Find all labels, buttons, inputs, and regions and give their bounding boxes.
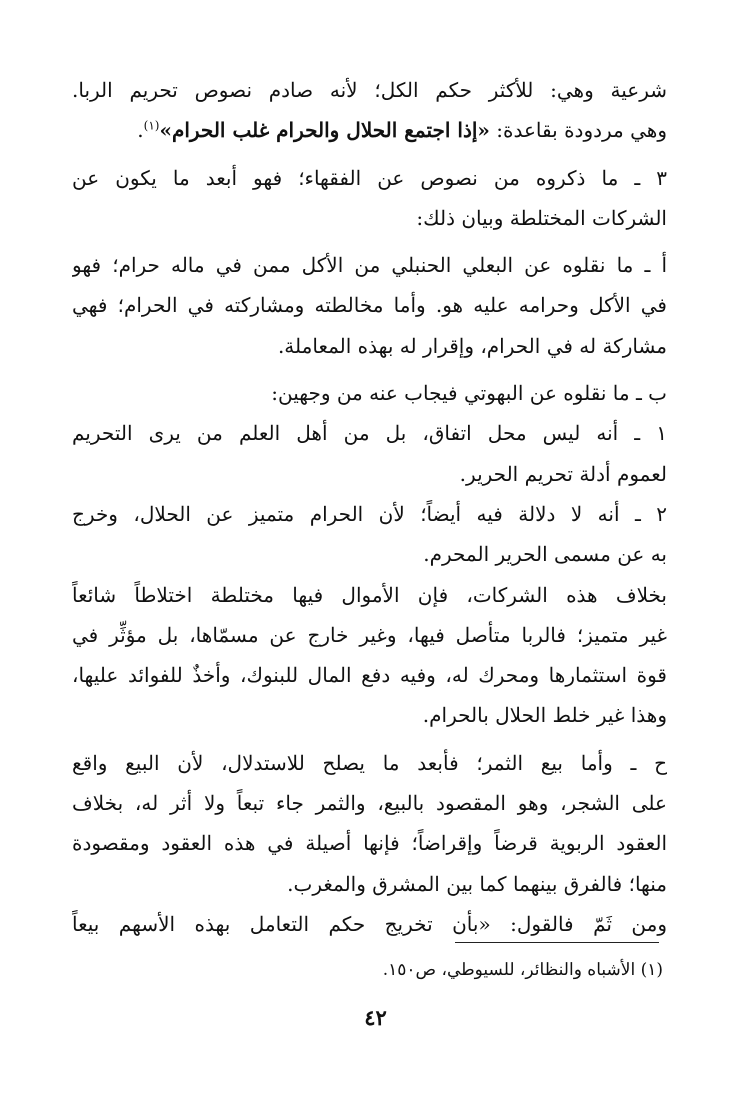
text-line: لعموم أدلة تحريم الحرير.: [459, 461, 667, 486]
text-line: ٣ ـ ما ذكروه من نصوص عن الفقهاء؛ فهو أبعد ما يكون عن: [72, 165, 667, 190]
text-line: على الشجر، وهو المقصود بالبيع، والثمر جاء تبعاً ولا أثر له، بخلاف: [72, 791, 667, 816]
text-line: ١ ـ أنه ليس محل اتفاق، بل من أهل العلم من يرى التحريم: [72, 421, 667, 446]
text-fragment: وهي مردودة بقاعدة:: [489, 118, 667, 143]
text-fragment: .: [137, 118, 144, 143]
text-line: ح ـ وأما بيع الثمر؛ فأبعد ما يصلح للاستدلال، لأن البيع واقع: [72, 750, 667, 775]
text-line: ومن ثَمّ فالقول: «بأن تخريج حكم التعامل بهذه الأسهم بيعاً: [72, 911, 667, 936]
text-line: بخلاف هذه الشركات، فإن الأموال فيها مختلطة اختلاطاً شائعاً: [72, 582, 667, 607]
text-line: في الأكل وحرامه عليه هو. وأما مخالطته ومشاركته في الحرام؛ فهي: [72, 293, 667, 318]
page-number: ٤٢: [364, 1005, 387, 1030]
text-line: العقود الربوية قرضاً وإقراضاً؛ فإنها أصيلة في هذه العقود ومقصودة: [72, 831, 667, 856]
text-line: الشركات المختلطة وبيان ذلك:: [416, 205, 667, 230]
footnote-marker: (١): [143, 118, 160, 133]
text-line: به عن مسمى الحرير المحرم.: [423, 542, 667, 567]
text-line: وهذا غير خلط الحلال بالحرام.: [422, 703, 667, 728]
text-line: [72, 110, 667, 150]
text-line: قوة استثمارها ومحرك له، وفيه دفع المال للبنوك، وأخذٌ للفوائد عليها،: [72, 663, 667, 688]
text-line: شرعية وهي: للأكثر حكم الكل؛ لأنه صادم نصوص تحريم الربا.: [72, 78, 667, 102]
footnote-divider: [455, 942, 659, 943]
footnote: (١) الأشباه والنظائر، للسيوطي، ص١٥٠.: [382, 960, 663, 980]
text-line: أ ـ ما نقلوه عن البعلي الحنبلي من الأكل ممن في ماله حرام؛ فهو: [72, 253, 667, 278]
rule-quote: «إذا اجتمع الحلال والحرام غلب الحرام»: [159, 118, 490, 143]
body-text: [72, 70, 667, 944]
text-line: منها؛ فالفرق بينهما كما بين المشرق والمغرب.: [287, 871, 667, 896]
text-line: ٢ ـ أنه لا دلالة فيه أيضاً؛ لأن الحرام متميز عن الحلال، وخرج: [72, 501, 667, 526]
text-line: ب ـ ما نقلوه عن البهوتي فيجاب عنه من وجهين:: [271, 381, 667, 406]
text-line: مشاركة له في الحرام، وإقرار له بهذه المعاملة.: [277, 333, 667, 358]
text-line: غير متميز؛ فالربا متأصل فيها، وغير خارج عن مسمّاها، بل مؤثِّر في: [72, 622, 667, 647]
